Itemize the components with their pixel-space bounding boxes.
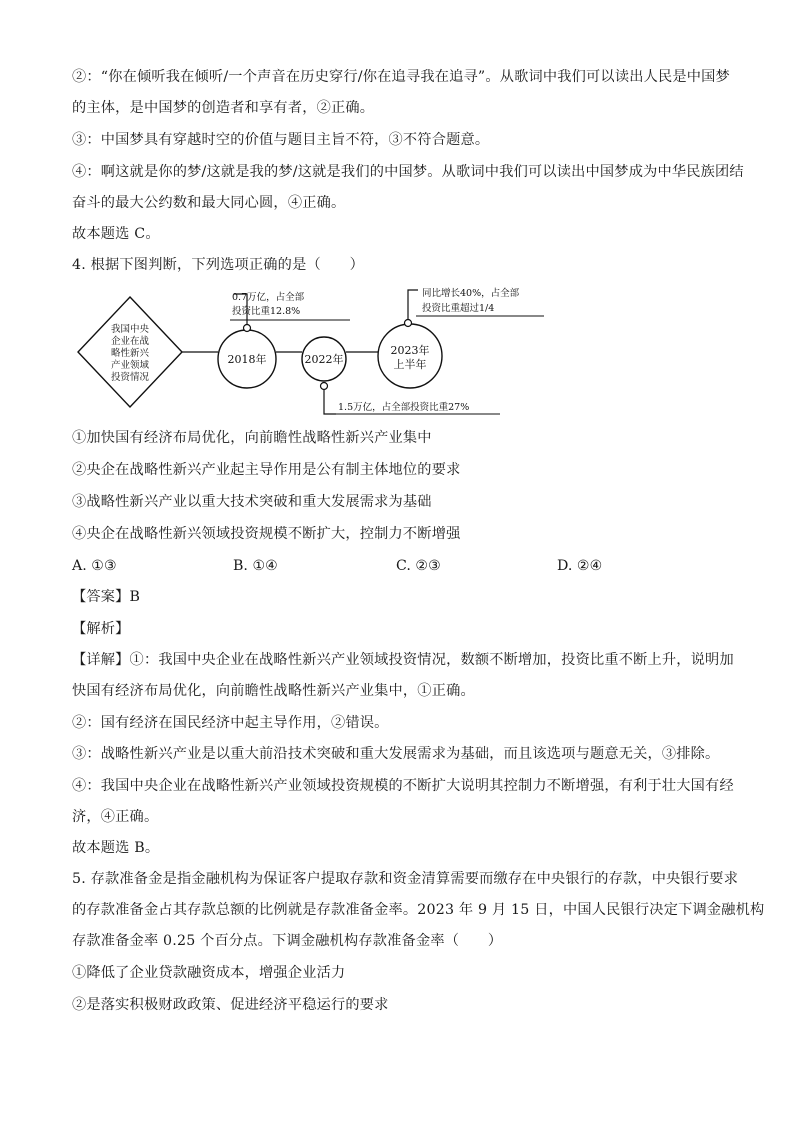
diamond-text-1: 我国中央 bbox=[110, 324, 150, 335]
diamond-text-2: 企业在战 bbox=[110, 336, 150, 347]
note-2022: 1.5万亿，占全部投资比重27% bbox=[338, 402, 470, 413]
q4-statement-3: ③战略性新兴产业以重大技术突破和重大发展需求为基础 bbox=[72, 494, 432, 510]
analysis-line-2: ②：“你在倾听我在倾听/一个声音在历史穿行/你在追寻我在追寻”。从歌词中我们可以读出人民是中国梦 bbox=[72, 69, 730, 85]
q4-detail-4-cont: 济，④正确。 bbox=[72, 809, 159, 825]
diamond-text-5: 投资情况 bbox=[110, 372, 150, 383]
note-2023-line-1: 同比增长40%，占全部 bbox=[422, 288, 520, 299]
question-5-stem-3: 存款准备金率 0.25 个百分点。下调金融机构存款准备金率（ ） bbox=[72, 933, 503, 949]
q4-detail-4: ④：我国中央企业在战略性新兴产业领域投资规模的不断扩大说明其控制力不断增强，有利于壮大国有经 bbox=[72, 778, 734, 794]
q4-detail-1-cont: 快国有经济布局优化，向前瞻性战略性新兴产业集中，①正确。 bbox=[72, 683, 475, 699]
diamond-text-4: 产业领域 bbox=[110, 360, 150, 371]
q4-statement-1: ①加快国有经济布局优化，向前瞻性战略性新兴产业集中 bbox=[72, 430, 432, 446]
q4-detail-2: ②：国有经济在国民经济中起主导作用，②错误。 bbox=[72, 715, 389, 731]
q4-statement-2: ②央企在战略性新兴产业起主导作用是公有制主体地位的要求 bbox=[72, 462, 461, 478]
q4-detail-1: 【详解】①：我国中央企业在战略性新兴产业领域投资情况，数额不断增加，投资比重不断上升，说明加 bbox=[72, 652, 734, 668]
question-5-stem-2: 的存款准备金占其存款总额的比例就是存款准备金率。2023 年 9 月 15 日，中国人民银行决定下调金融机构 bbox=[72, 902, 765, 918]
analysis-line-4: ④：啊这就是你的梦/这就是我的梦/这就是我们的中国梦。从歌词中我们可以读出中国梦成为中华民族团结 bbox=[72, 164, 744, 180]
q4-option-c: C. ②③ bbox=[396, 558, 441, 574]
analysis-line-2-cont: 的主体，是中国梦的创造者和享有者，②正确。 bbox=[72, 100, 375, 116]
analysis-line-3: ③：中国梦具有穿越时空的价值与题目主旨不符，③不符合题意。 bbox=[72, 132, 490, 148]
q4-conclusion: 故本题选 B。 bbox=[72, 840, 160, 856]
q4-option-b: B. ①④ bbox=[233, 558, 278, 574]
pin-2022 bbox=[321, 383, 328, 390]
note-2018-line-1: 0.7万亿，占全部 bbox=[232, 292, 305, 303]
node-2023-label: 2023年 bbox=[390, 344, 430, 357]
pin-2023 bbox=[405, 320, 412, 327]
bracket-2023 bbox=[408, 290, 418, 319]
analysis-line-4-cont: 奋斗的最大公约数和最大同心圆，④正确。 bbox=[72, 195, 346, 211]
diamond-text-3: 略性新兴 bbox=[110, 348, 150, 359]
q5-statement-2: ②是落实积极财政政策、促进经济平稳运行的要求 bbox=[72, 997, 389, 1013]
q4-option-a: A. ①③ bbox=[72, 558, 117, 574]
note-2018-line-2: 投资比重12.8% bbox=[232, 306, 301, 317]
q4-analysis-heading: 【解析】 bbox=[72, 621, 130, 637]
node-2018-label: 2018年 bbox=[227, 353, 267, 366]
q5-statement-1: ①降低了企业贷款融资成本，增强企业活力 bbox=[72, 965, 346, 981]
q4-statement-4: ④央企在战略性新兴领域投资规模不断扩大，控制力不断增强 bbox=[72, 526, 461, 542]
node-2023-label-2: 上半年 bbox=[393, 358, 427, 371]
node-2022-label: 2022年 bbox=[304, 353, 344, 366]
note-2023-line-2: 投资比重超过1/4 bbox=[422, 303, 495, 314]
investment-diagram bbox=[72, 282, 572, 420]
q4-option-d: D. ②④ bbox=[557, 558, 603, 574]
question-4-stem: 4. 根据下图判断，下列选项正确的是（ ） bbox=[72, 257, 365, 273]
answer-conclusion-3: 故本题选 C。 bbox=[72, 226, 160, 242]
q4-answer: 【答案】B bbox=[72, 589, 141, 605]
pin-2018 bbox=[244, 325, 251, 332]
q4-detail-3: ③：战略性新兴产业是以重大前沿技术突破和重大发展需求为基础，而且该选项与题意无关，③排除。 bbox=[72, 746, 720, 762]
bracket-2022 bbox=[324, 390, 336, 414]
question-5-stem-1: 5. 存款准备金是指金融机构为保证客户提取存款和资金清算需要而缴存在中央银行的存款，中央银行要求 bbox=[72, 871, 739, 887]
